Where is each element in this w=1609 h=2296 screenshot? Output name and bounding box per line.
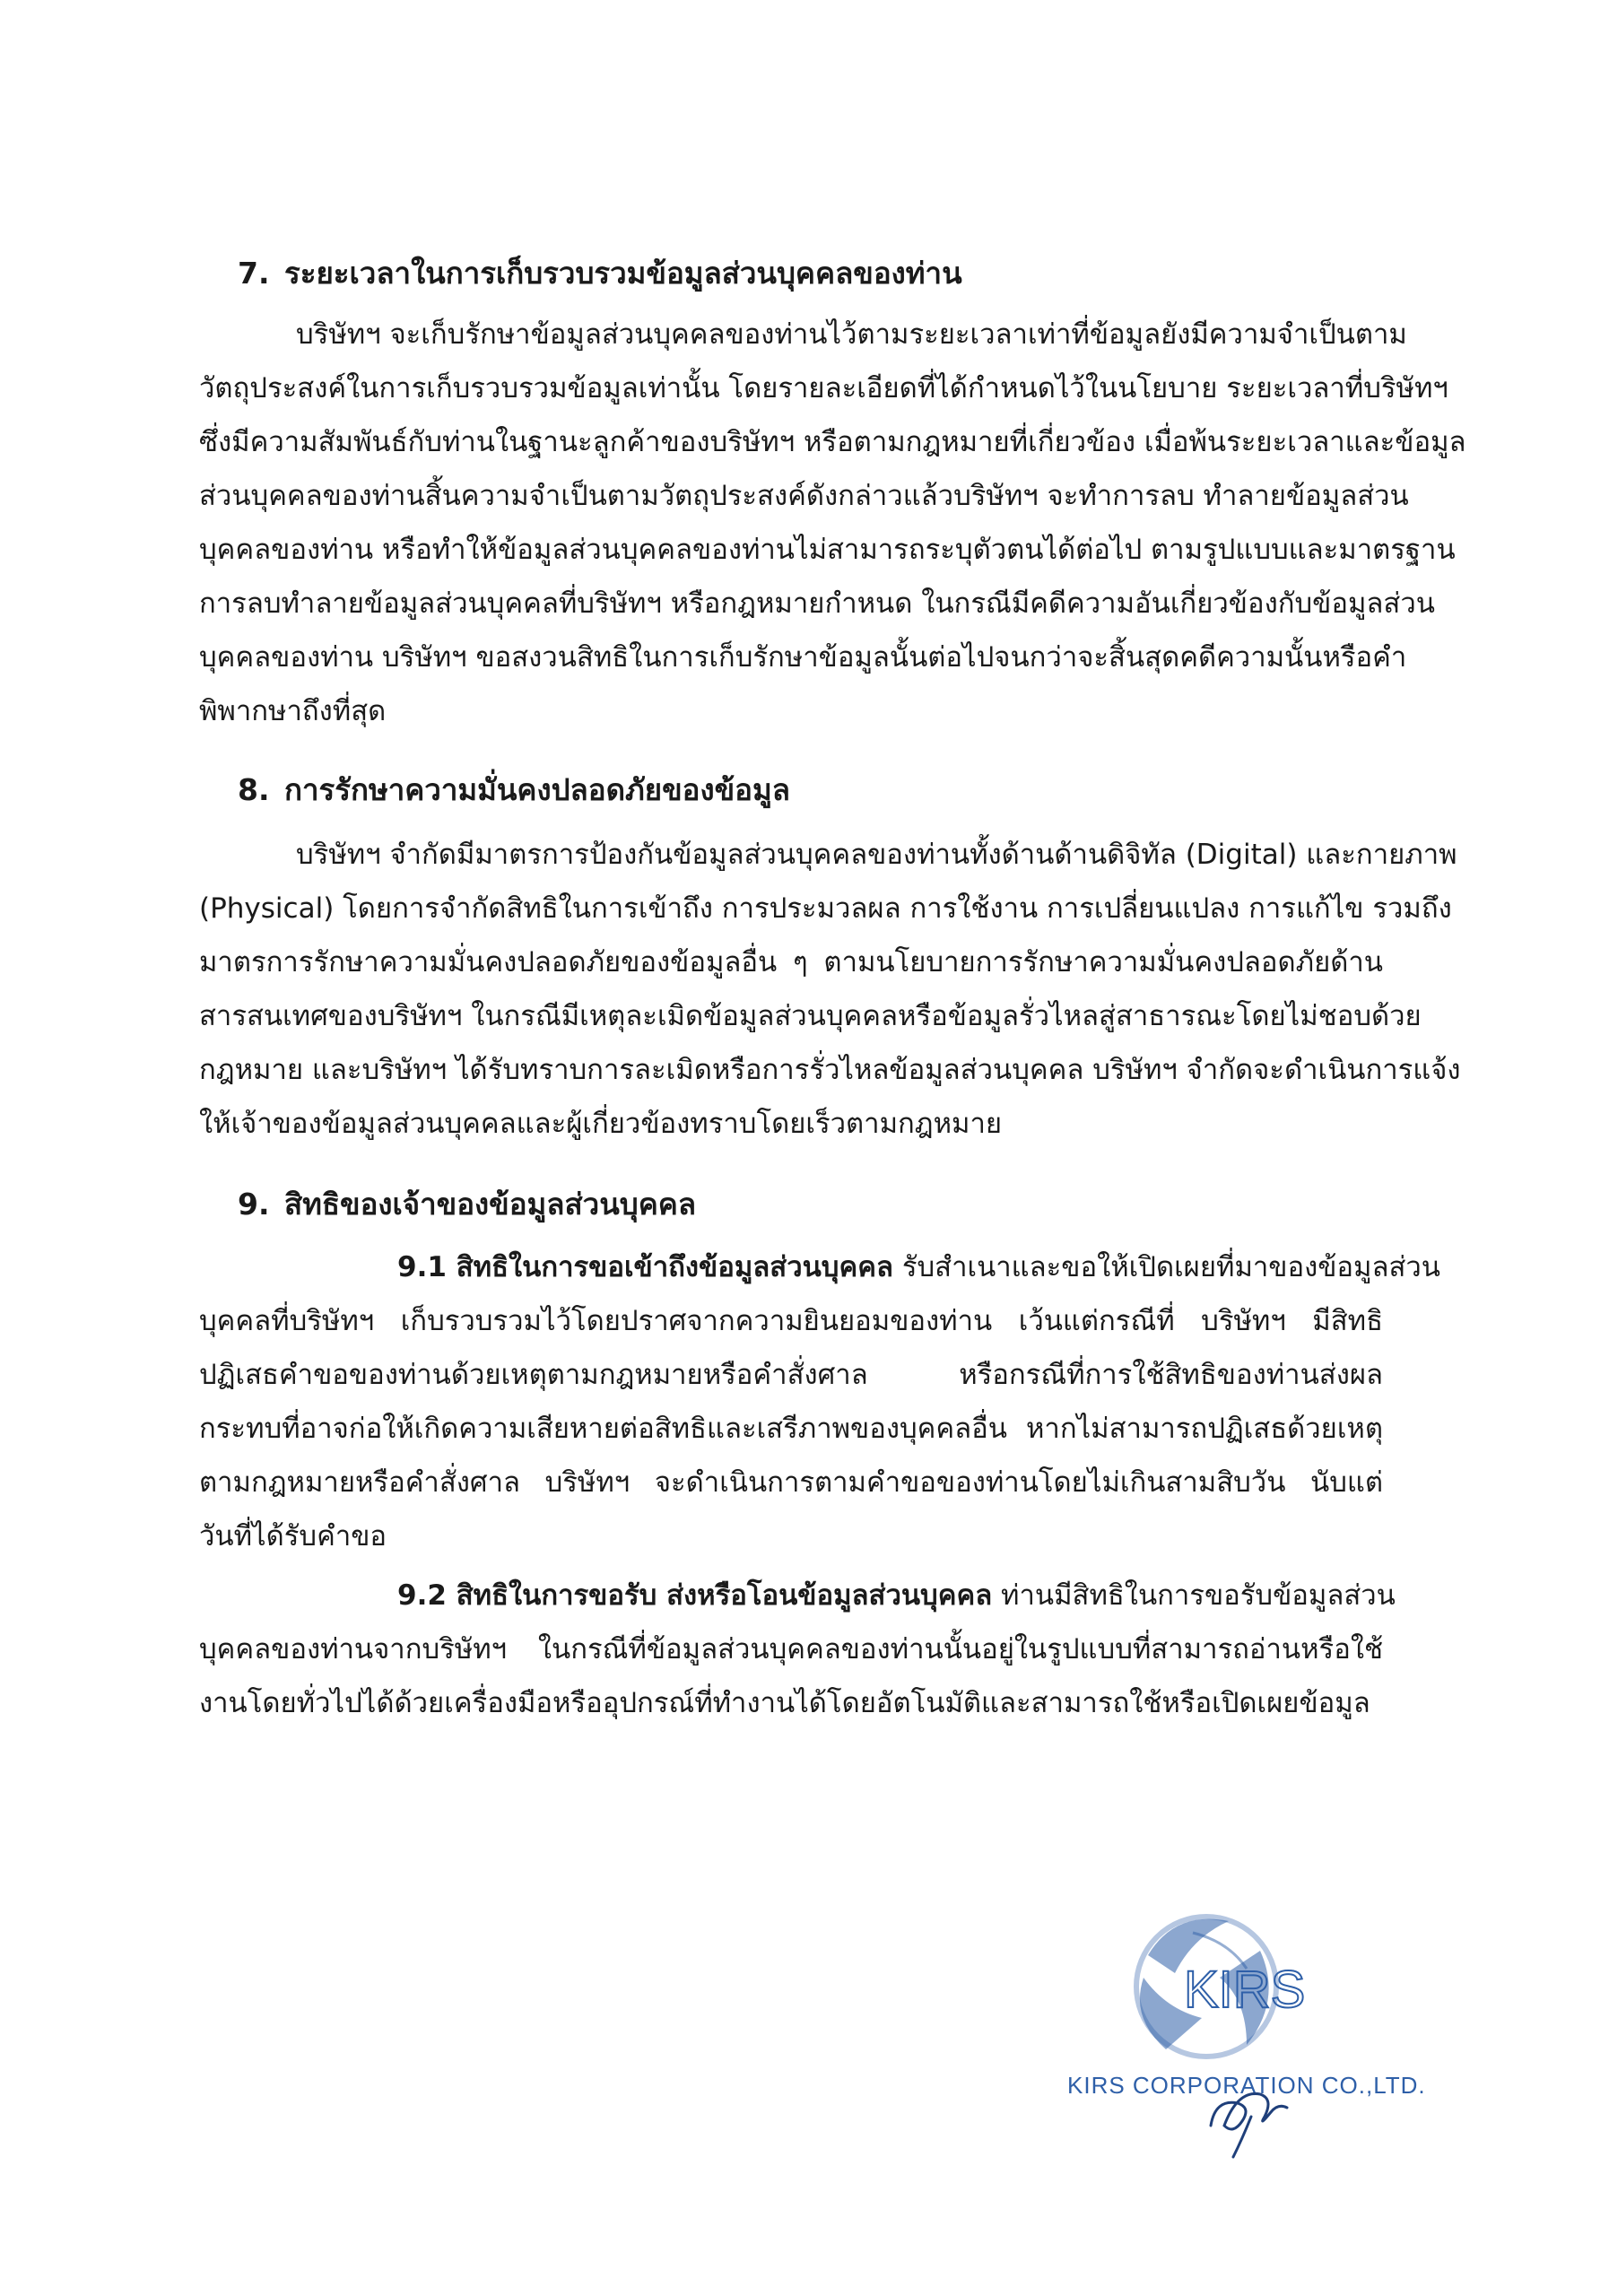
- kirs-logo-icon: [1112, 1901, 1363, 2081]
- section-9-heading: [238, 1180, 696, 1228]
- section-8-title: การรักษาความมั่นคงปลอดภัยของข้อมูล: [284, 772, 790, 807]
- section-8-line-5: กฎหมาย และบริษัทฯ ได้รับทราบการละเมิดหรือการรั่วไหลข้อมูลส่วนบุคคล บริษัทฯ จำกัดจะดำเนินการแจ้ง: [199, 1054, 1461, 1086]
- signature-icon: [1188, 2063, 1314, 2161]
- section-7-line-3: ซึ่งมีความสัมพันธ์กับท่านในฐานะลูกค้าของบริษัทฯ หรือตามกฎหมายที่เกี่ยวข้อง เมื่อพ้นระยะเวลาและข้อมูล: [199, 426, 1466, 458]
- section-8-line-4: สารสนเทศของบริษัทฯ ในกรณีมีเหตุละเมิดข้อมูลส่วนบุคคลหรือข้อมูลรั่วไหลสู่สาธารณะโดยไม่ชอบด้วย: [199, 1000, 1422, 1032]
- section-7-line-8: พิพากษาถึงที่สุด: [199, 695, 387, 727]
- section-7-heading: [238, 249, 962, 297]
- company-name: KIRS CORPORATION CO.,LTD.: [1067, 2072, 1426, 2099]
- section-7-line-1: บริษัทฯ จะเก็บรักษาข้อมูลส่วนบุคคลของท่านไว้ตามระยะเวลาเท่าที่ข้อมูลยังมีความจำเป็นตาม: [296, 318, 1407, 351]
- section-8-heading: [238, 766, 790, 813]
- section-8-number: 8.: [238, 772, 270, 807]
- subsection-9-1-line-3: ปฏิเสธคำขอของท่านด้วยเหตุตามกฎหมายหรือคำสั่งศาล หรือกรณีที่การใช้สิทธิของท่านส่งผล: [199, 1359, 1383, 1391]
- subsection-9-2-line-2: บุคคลของท่านจากบริษัทฯ ในกรณีที่ข้อมูลส่วนบุคคลของท่านนั้นอยู่ในรูปแบบที่สามารถอ่านหรือใช้: [199, 1633, 1383, 1665]
- section-7-title: ระยะเวลาในการเก็บรวบรวมข้อมูลส่วนบุคคลของท่าน: [284, 256, 962, 291]
- section-7-line-4: ส่วนบุคคลของท่านสิ้นความจำเป็นตามวัตถุประสงค์ดังกล่าวแล้วบริษัทฯ จะทำการลบ ทำลายข้อมูลส่วน: [199, 480, 1409, 512]
- section-7-line-5: บุคคลของท่าน หรือทำให้ข้อมูลส่วนบุคคลของท่านไม่สามารถระบุตัวตนได้ต่อไป ตามรูปแบบและมาตรฐาน: [199, 534, 1456, 566]
- section-8-line-1: บริษัทฯ จำกัดมีมาตรการป้องกันข้อมูลส่วนบุคคลของท่านทั้งด้านด้านดิจิทัล (Digital) และกายภาพ: [296, 839, 1457, 871]
- subsection-9-2-title: 9.2 สิทธิในการขอรับ ส่งหรือโอนข้อมูลส่วนบุคคล: [397, 1579, 993, 1612]
- section-9-number: 9.: [238, 1187, 270, 1222]
- subsection-9-1-line-6: วันที่ได้รับคำขอ: [199, 1520, 387, 1552]
- section-7-line-2: วัตถุประสงค์ในการเก็บรวบรวมข้อมูลเท่านั้น โดยรายละเอียดที่ได้กำหนดไว้ในนโยบาย ระยะเวลาที่บริษัทฯ: [199, 372, 1448, 404]
- section-8-line-2: (Physical) โดยการจำกัดสิทธิในการเข้าถึง การประมวลผล การใช้งาน การเปลี่ยนแปลง การแก้ไข รวมถึง: [199, 892, 1452, 925]
- subsection-9-1-line-2: บุคคลที่บริษัทฯ เก็บรวบรวมไว้โดยปราศจากความยินยอมของท่าน เว้นแต่กรณีที่ บริษัทฯ มีสิทธิ: [199, 1305, 1383, 1337]
- section-8-line-6: ให้เจ้าของข้อมูลส่วนบุคคลและผู้เกี่ยวข้องทราบโดยเร็วตามกฎหมาย: [199, 1108, 1003, 1140]
- subsection-9-1-line-1: [397, 1251, 1440, 1283]
- subsection-9-1-line-5: ตามกฎหมายหรือคำสั่งศาล บริษัทฯ จะดำเนินการตามคำขอของท่านโดยไม่เกินสามสิบวัน นับแต่: [199, 1466, 1383, 1499]
- company-stamp: [1067, 1901, 1444, 2170]
- section-7-number: 7.: [238, 256, 270, 291]
- section-9-title: สิทธิของเจ้าของข้อมูลส่วนบุคคล: [284, 1187, 697, 1222]
- subsection-9-1-line-4: กระทบที่อาจก่อให้เกิดความเสียหายต่อสิทธิและเสรีภาพของบุคคลอื่น หากไม่สามารถปฏิเสธด้วยเหตุ: [199, 1413, 1383, 1445]
- subsection-9-1-title: 9.1 สิทธิในการขอเข้าถึงข้อมูลส่วนบุคคล: [397, 1251, 893, 1283]
- subsection-9-2-line-1: [397, 1579, 1396, 1612]
- logo-mark-text: KIRS: [1184, 1961, 1306, 2019]
- section-7-line-7: บุคคลของท่าน บริษัทฯ ขอสงวนสิทธิในการเก็บรักษาข้อมูลนั้นต่อไปจนกว่าจะสิ้นสุดคดีความนั้นหรือคำ: [199, 641, 1407, 674]
- subsection-9-1-lead: รับสำเนาและขอให้เปิดเผยที่มาของข้อมูลส่วน: [892, 1251, 1440, 1283]
- section-8-line-3: มาตรการรักษาความมั่นคงปลอดภัยของข้อมูลอื่น ๆ ตามนโยบายการรักษาความมั่นคงปลอดภัยด้าน: [199, 946, 1383, 978]
- section-7-line-6: การลบทำลายข้อมูลส่วนบุคคลที่บริษัทฯ หรือกฎหมายกำหนด ในกรณีมีคดีความอันเกี่ยวข้องกับข้อมูลส่วน: [199, 587, 1435, 620]
- subsection-9-2-line-3: งานโดยทั่วไปได้ด้วยเครื่องมือหรืออุปกรณ์ที่ทำงานได้โดยอัตโนมัติและสามารถใช้หรือเปิดเผยข้อมูล: [199, 1687, 1370, 1719]
- subsection-9-2-lead: ท่านมีสิทธิในการขอรับข้อมูลส่วน: [992, 1579, 1396, 1612]
